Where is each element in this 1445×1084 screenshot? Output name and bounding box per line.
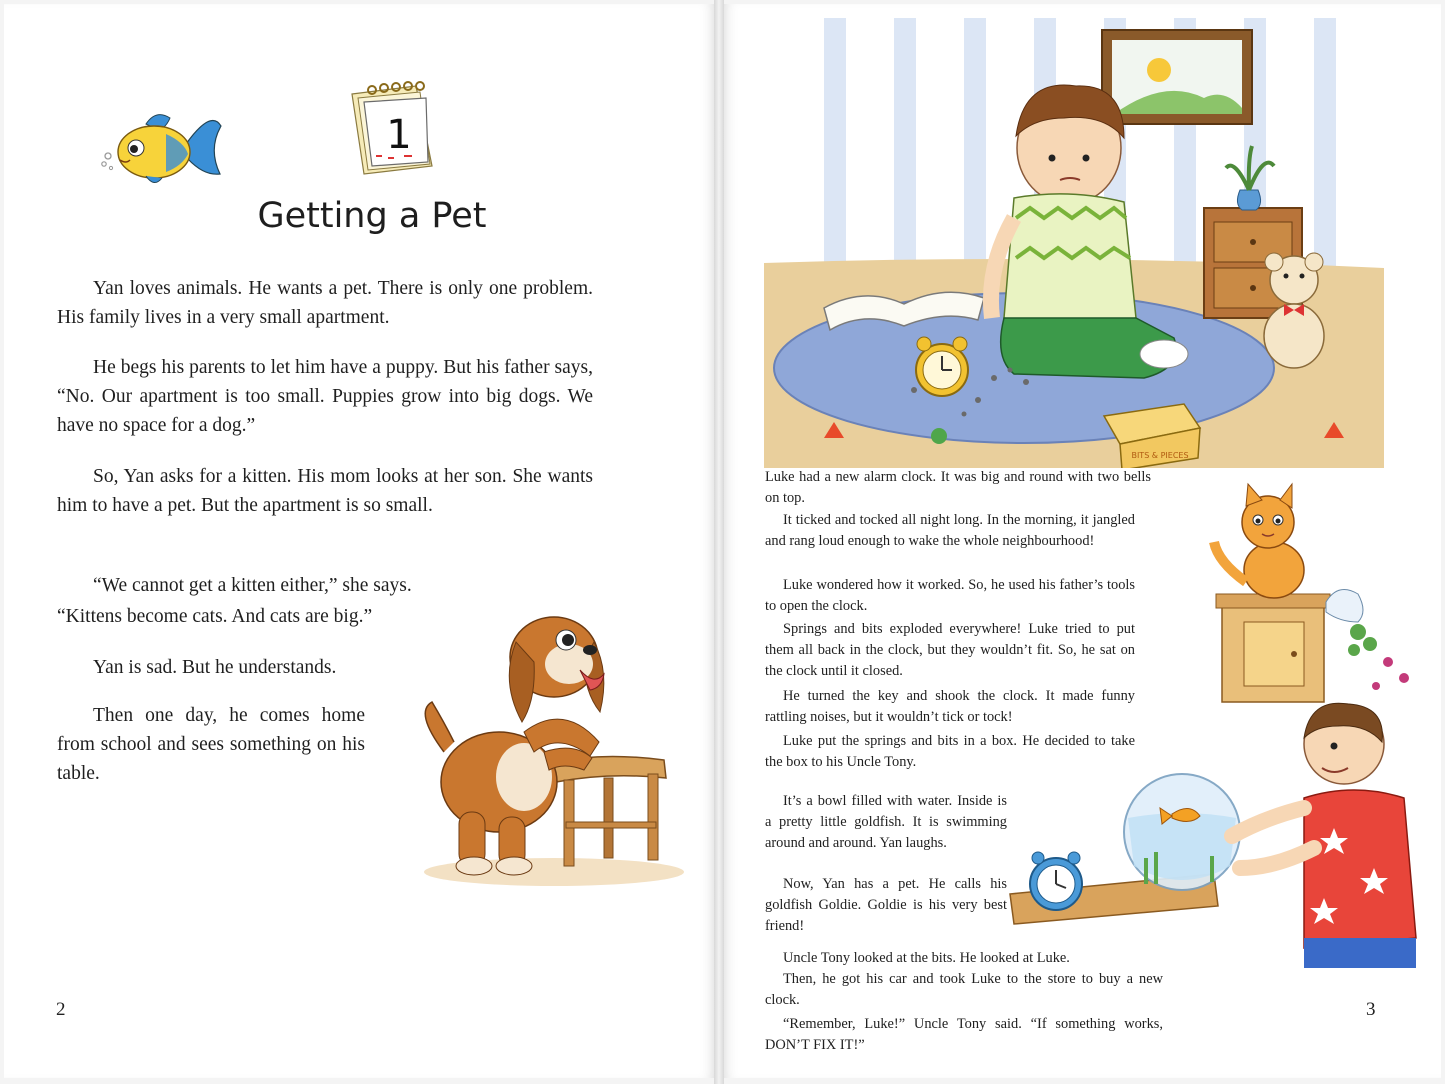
left-page bbox=[4, 4, 714, 1078]
chapter-title: Getting a Pet bbox=[257, 196, 487, 236]
quote-line-2: “Kittens become cats. And cats are big.” bbox=[57, 606, 373, 627]
sad-line: Yan is sad. But he understands. bbox=[93, 657, 337, 678]
right-paragraph-2: It ticked and tocked all night long. In the morning, it jangled and rang loud enough to wake the whole neighbourhood! bbox=[765, 512, 1135, 549]
ending-paragraph-2: Then, he got his car and took Luke to the store to buy a new clock. bbox=[765, 971, 1163, 1008]
right-paragraph-5: He turned the key and shook the clock. It made funny rattling noises, but it wouldn’t tick or tock! bbox=[765, 688, 1135, 725]
right-paragraph-4: Springs and bits exploded everywhere! Luke tried to put them all back in the clock, but they wouldn’t fit. So, he sat on the clock until it closed. bbox=[765, 621, 1135, 679]
quote-line-1: “We cannot get a kitten either,” she says. bbox=[93, 575, 412, 596]
paragraph-3: So, Yan asks for a kitten. His mom looks at her son. She wants him to have a pet. But the apartment is so small. bbox=[57, 466, 593, 516]
paragraph-2: He begs his parents to let him have a puppy. But his father says, “No. Our apartment is too small. Puppies grow into big dogs. We have no space for a dog.” bbox=[57, 357, 593, 436]
goldfish-paragraph-1: It’s a bowl filled with water. Inside is a pretty little goldfish. It is swimming around and around. Yan laughs. bbox=[765, 793, 1007, 851]
boy-with-fishbowl-illustration bbox=[1004, 698, 1424, 978]
paragraph-1: Yan loves animals. He wants a pet. There is only one problem. His family lives in a very small apartment. bbox=[57, 278, 593, 328]
right-paragraph-1: Luke had a new alarm clock. It was big and round with two bells on top. bbox=[765, 469, 1151, 506]
book-gutter bbox=[714, 0, 724, 1084]
page-number-right: 3 bbox=[1366, 999, 1376, 1020]
right-page bbox=[724, 4, 1441, 1078]
ending-paragraph-1: Uncle Tony looked at the bits. He looked at Luke. bbox=[783, 950, 1070, 966]
page-number-left: 2 bbox=[56, 999, 66, 1020]
kitten-illustration bbox=[1208, 482, 1428, 712]
box-label: BITS & PIECES bbox=[1131, 451, 1189, 460]
closing-paragraph: Then one day, he comes home from school and sees something on his table. bbox=[57, 705, 365, 784]
calendar-icon bbox=[346, 76, 438, 176]
boy-fixing-clock-illustration bbox=[764, 18, 1384, 468]
goldfish-paragraph-2: Now, Yan has a pet. He calls his goldfish Goldie. Goldie is his very best friend! bbox=[765, 876, 1007, 934]
right-paragraph-3: Luke wondered how it worked. So, he used his father’s tools to open the clock. bbox=[765, 577, 1135, 614]
ending-paragraph-3: “Remember, Luke!” Uncle Tony said. “If something works, DON’T FIX IT!” bbox=[765, 1016, 1163, 1053]
right-paragraph-6: Luke put the springs and bits in a box. He decided to take the box to his Uncle Tony. bbox=[765, 733, 1135, 770]
chapter-number: 1 bbox=[386, 112, 412, 158]
goldfish-icon bbox=[96, 104, 226, 194]
puppy-illustration bbox=[404, 602, 694, 892]
